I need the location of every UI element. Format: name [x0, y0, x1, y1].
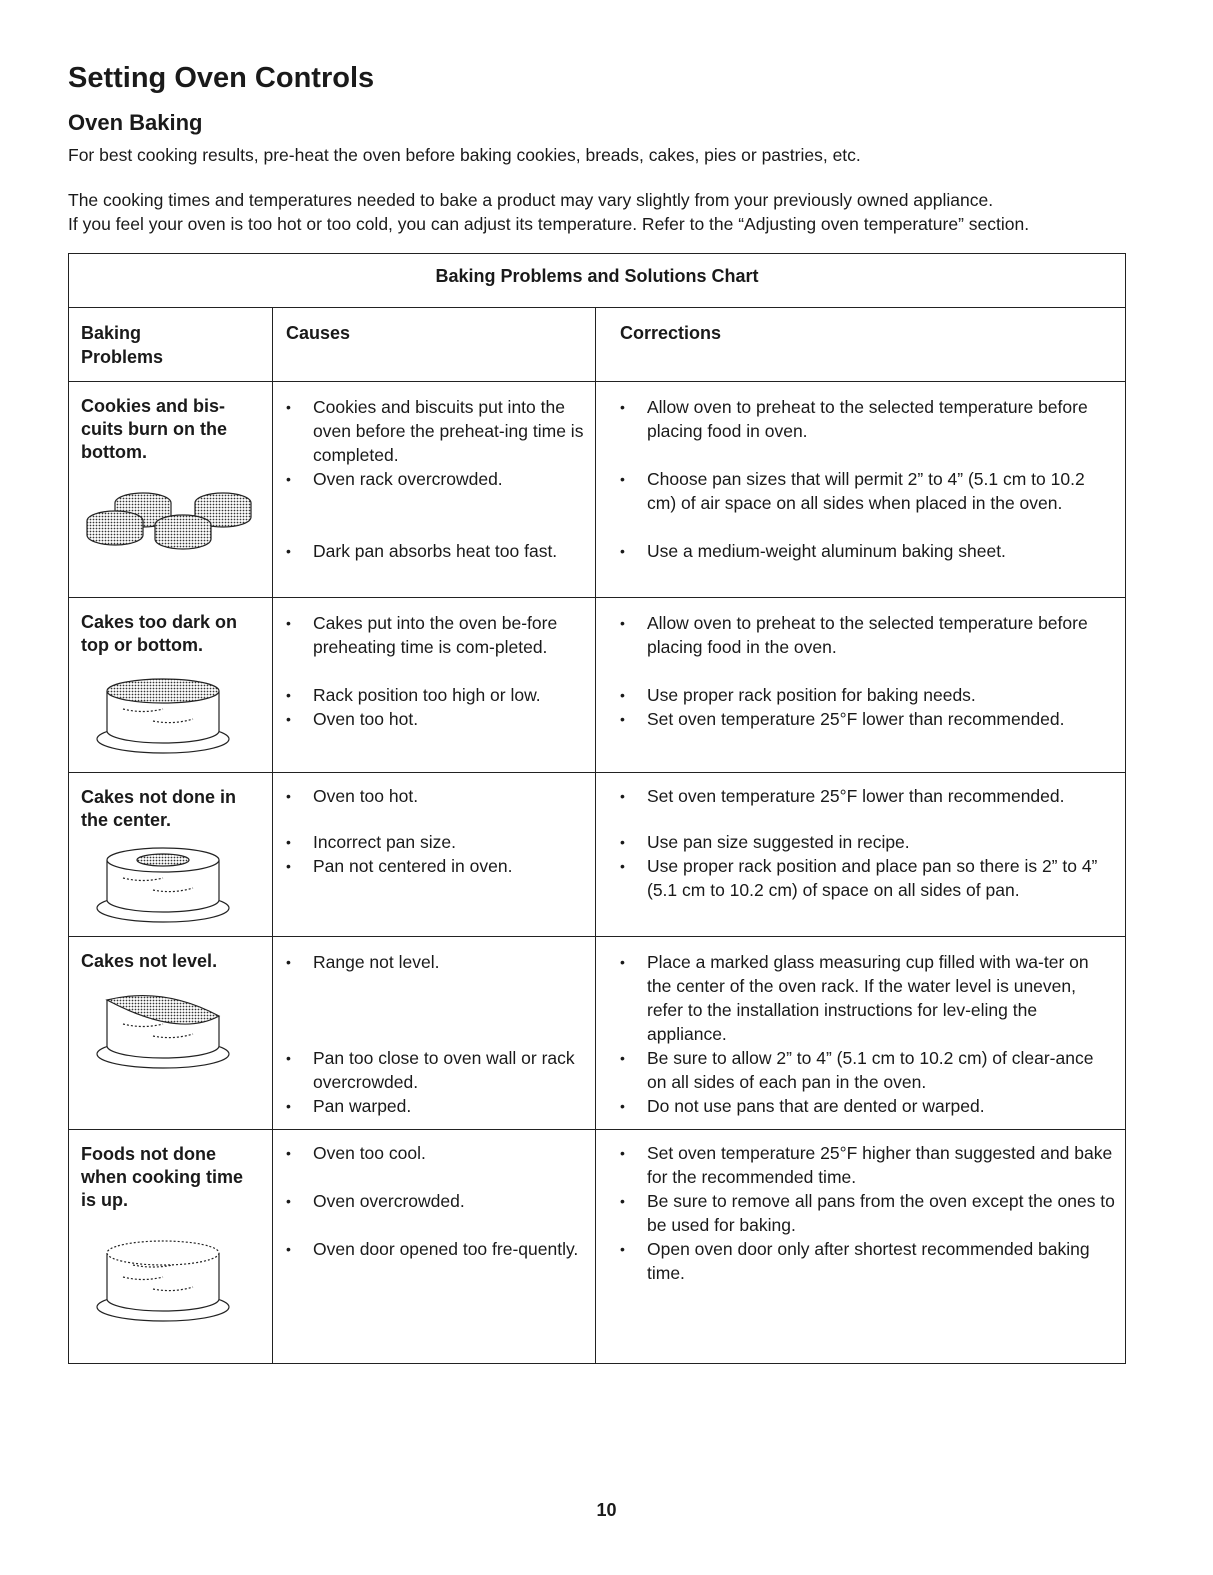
- intro-paragraph-1: For best cooking results, pre-heat the oven before baking cookies, breads, cakes, pies or pastries, etc.: [68, 145, 861, 165]
- correction-text: Be sure to remove all pans from the oven except the ones to be used for baking.: [647, 1191, 1115, 1235]
- cause-item: • Cakes put into the oven be-fore preheating time is com-pleted.: [286, 613, 558, 657]
- cake-illustration-icon: [83, 978, 243, 1073]
- cause-text: Cakes put into the oven be-fore preheating time is com-pleted.: [313, 613, 558, 657]
- correction-text: Use proper rack position for baking needs.: [647, 685, 976, 705]
- table-row: [69, 599, 1125, 772]
- cause-text: Incorrect pan size.: [313, 832, 456, 852]
- cause-item: • Pan too close to oven wall or rack overcrowded.: [286, 1048, 575, 1092]
- chart-title: Baking Problems and Solutions Chart: [435, 266, 759, 286]
- cookies-illustration-icon: [83, 473, 263, 563]
- table-row: [69, 1131, 1125, 1363]
- correction-item: • Be sure to remove all pans from the oven except the ones to be used for baking.: [620, 1191, 1115, 1235]
- cause-item: • Rack position too high or low.: [286, 685, 541, 705]
- correction-text: Be sure to allow 2” to 4” (5.1 cm to 10.2 cm) of clear-ance on all sides of each pan in the oven.: [647, 1048, 1094, 1092]
- correction-item: • Use proper rack position for baking needs.: [620, 685, 976, 705]
- divider: [69, 597, 1125, 598]
- intro-paragraph-2: The cooking times and temperatures needed to bake a product may vary slightly from your previously owned appliance.: [68, 190, 994, 210]
- cause-text: Dark pan absorbs heat too fast.: [313, 541, 558, 561]
- correction-text: Allow oven to preheat to the selected temperature before placing food in oven.: [647, 397, 1088, 441]
- page-title: Setting Oven Controls: [68, 62, 375, 94]
- divider: [69, 772, 1125, 773]
- cause-item: • Oven door opened too fre-quently.: [286, 1239, 579, 1259]
- cause-item: • Oven too hot.: [286, 786, 419, 806]
- column-header-causes: Causes: [286, 323, 351, 343]
- correction-text: Use pan size suggested in recipe.: [647, 832, 910, 852]
- cause-text: Pan not centered in oven.: [313, 856, 513, 876]
- problem-label: Foods not done when cooking time is up.: [81, 1144, 244, 1210]
- cause-text: Pan too close to oven wall or rack overcrowded.: [313, 1048, 575, 1092]
- divider: [69, 381, 1125, 382]
- problem-label: Cakes not level.: [81, 951, 218, 971]
- cake-illustration-icon: [83, 669, 243, 759]
- divider: [69, 307, 1125, 308]
- correction-item: • Use proper rack position and place pan so there is 2” to 4” (5.1 cm to 10.2 cm) of space on all sides of pan.: [620, 856, 1098, 900]
- cause-text: Oven rack overcrowded.: [313, 469, 503, 489]
- cake-illustration-icon: [83, 838, 243, 928]
- correction-text: Set oven temperature 25°F lower than recommended.: [647, 709, 1065, 729]
- cause-item: • Cookies and biscuits put into the oven before the preheat-ing time is completed.: [286, 397, 584, 465]
- correction-item: • Place a marked glass measuring cup filled with wa-ter on the center of the oven rack. If the water level is uneven, refer to the installation instructions for lev-eling the appliance.: [620, 952, 1089, 1044]
- section-title: Oven Baking: [68, 110, 203, 135]
- column-header-corrections: Corrections: [620, 323, 722, 343]
- cause-text: Oven too cool.: [313, 1143, 426, 1163]
- cause-item: • Oven rack overcrowded.: [286, 469, 503, 489]
- correction-item: • Set oven temperature 25°F higher than suggested and bake for the recommended time.: [620, 1143, 1113, 1187]
- divider: [69, 936, 1125, 937]
- cause-item: • Pan warped.: [286, 1096, 412, 1116]
- table-row: [69, 774, 1125, 936]
- cause-text: Cookies and biscuits put into the oven before the preheat-ing time is completed.: [313, 397, 584, 465]
- correction-text: Set oven temperature 25°F higher than suggested and bake for the recommended time.: [647, 1143, 1113, 1187]
- problem-label: Cookies and bis- cuits burn on the bottom.: [81, 396, 227, 462]
- cause-item: • Oven too cool.: [286, 1143, 426, 1163]
- cause-text: Oven too hot.: [313, 709, 419, 729]
- correction-text: Set oven temperature 25°F lower than recommended.: [647, 786, 1065, 806]
- correction-item: • Use pan size suggested in recipe.: [620, 832, 910, 852]
- correction-item: • Choose pan sizes that will permit 2” to 4” (5.1 cm to 10.2 cm) of air space on all sides when placed in the oven.: [620, 469, 1085, 513]
- column-header-problems-line-1: Baking: [81, 323, 142, 343]
- cause-item: • Incorrect pan size.: [286, 832, 456, 852]
- correction-item: • Use a medium-weight aluminum baking sheet.: [620, 541, 1006, 561]
- baking-problems-chart: [68, 253, 1126, 1364]
- correction-text: Do not use pans that are dented or warped.: [647, 1096, 985, 1116]
- cause-item: • Oven overcrowded.: [286, 1191, 465, 1211]
- correction-item: • Be sure to allow 2” to 4” (5.1 cm to 10.2 cm) of clear-ance on all sides of each pan in the oven.: [620, 1048, 1094, 1092]
- correction-text: Use a medium-weight aluminum baking sheet.: [647, 541, 1006, 561]
- correction-item: • Allow oven to preheat to the selected temperature before placing food in the oven.: [620, 613, 1088, 657]
- cause-item: • Pan not centered in oven.: [286, 856, 513, 876]
- problem-label: Cakes too dark on top or bottom.: [81, 612, 238, 655]
- intro-paragraph-3: If you feel your oven is too hot or too cold, you can adjust its temperature. Refer to the “Adjusting oven temperature” section.: [68, 214, 1030, 234]
- cause-item: • Oven too hot.: [286, 709, 419, 729]
- correction-text: Allow oven to preheat to the selected temperature before placing food in the oven.: [647, 613, 1088, 657]
- correction-text: Choose pan sizes that will permit 2” to 4” (5.1 cm to 10.2 cm) of air space on all sides when placed in the oven.: [647, 469, 1085, 513]
- cause-text: Oven door opened too fre-quently.: [313, 1239, 579, 1259]
- column-header-problems-line-2: Problems: [81, 347, 164, 367]
- correction-text: Place a marked glass measuring cup filled with wa-ter on the center of the oven rack. If the water level is uneven, refer to the installation instructions for lev-eling the appliance.: [647, 952, 1089, 1044]
- table-row: [69, 938, 1125, 1129]
- correction-text: Use proper rack position and place pan so there is 2” to 4” (5.1 cm to 10.2 cm) of space on all sides of pan.: [647, 856, 1098, 900]
- correction-item: • Allow oven to preheat to the selected temperature before placing food in oven.: [620, 397, 1088, 441]
- cause-text: Range not level.: [313, 952, 440, 972]
- cake-illustration-icon: [83, 1231, 243, 1326]
- divider: [69, 1129, 1125, 1130]
- correction-item: • Set oven temperature 25°F lower than recommended.: [620, 786, 1065, 806]
- correction-item: • Set oven temperature 25°F lower than recommended.: [620, 709, 1065, 729]
- cause-item: • Dark pan absorbs heat too fast.: [286, 541, 558, 561]
- correction-item: • Do not use pans that are dented or warped.: [620, 1096, 985, 1116]
- cause-text: Oven too hot.: [313, 786, 419, 806]
- column-header-problems: [81, 321, 163, 369]
- cause-text: Pan warped.: [313, 1096, 412, 1116]
- table-row: [69, 383, 1125, 597]
- cause-item: • Range not level.: [286, 952, 440, 972]
- cause-text: Oven overcrowded.: [313, 1191, 465, 1211]
- correction-item: • Open oven door only after shortest recommended baking time.: [620, 1239, 1090, 1283]
- correction-text: Open oven door only after shortest recommended baking time.: [647, 1239, 1090, 1283]
- cause-text: Rack position too high or low.: [313, 685, 541, 705]
- problem-label: Cakes not done in the center.: [81, 787, 237, 830]
- page-number: 10: [596, 1500, 617, 1520]
